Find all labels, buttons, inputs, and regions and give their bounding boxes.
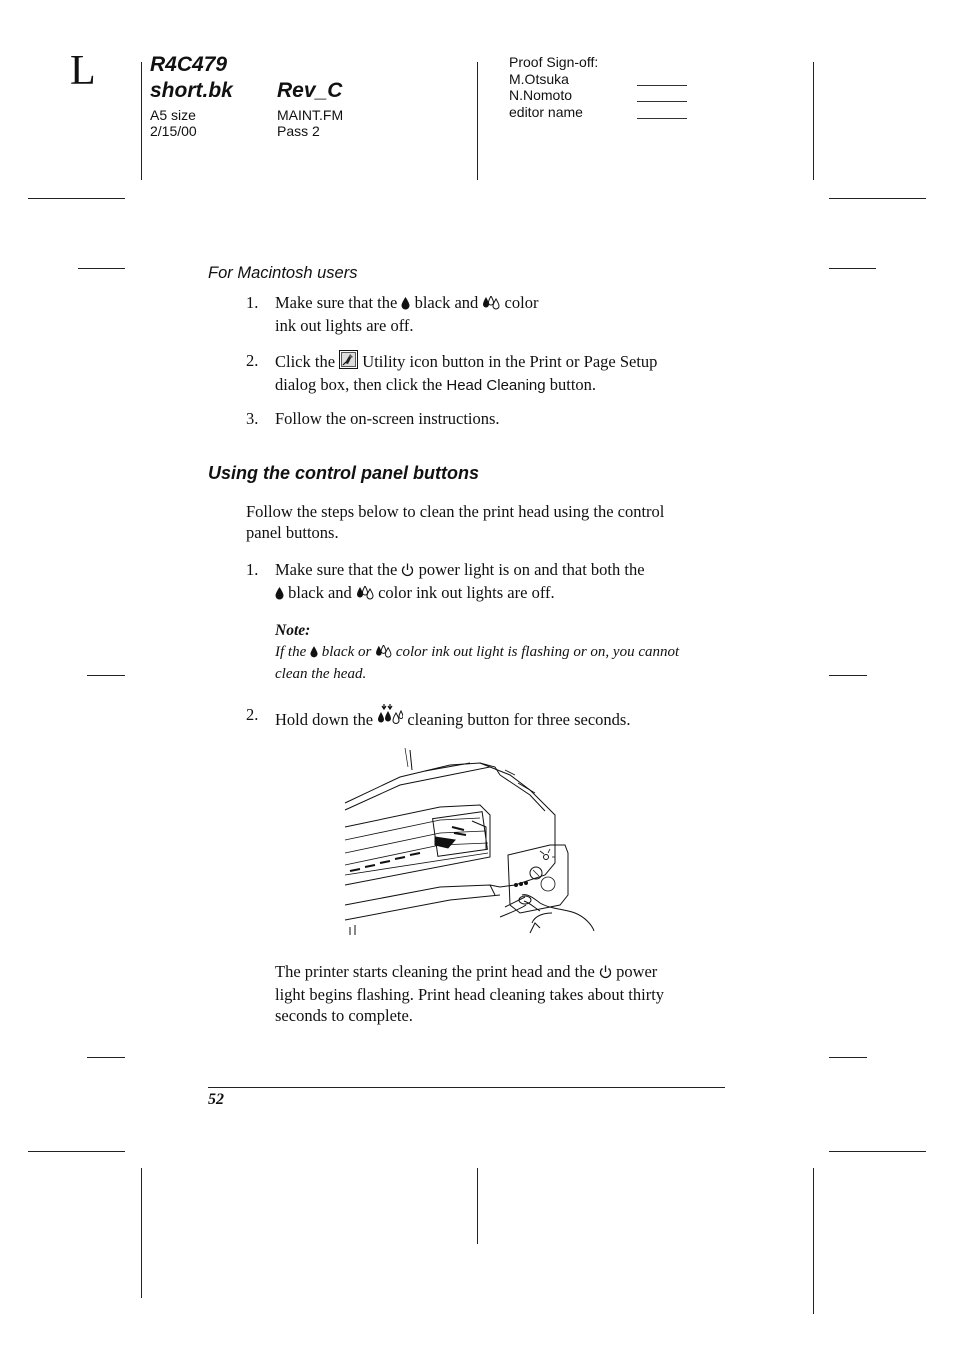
crop-mark [141, 1168, 142, 1298]
text: color ink out lights are off. [378, 583, 555, 602]
text: Utility icon button in the Print or Page Setup [362, 352, 658, 371]
crop-mark [829, 268, 876, 269]
crop-mark [829, 675, 867, 676]
text: light begins flashing. Print head cleaning takes about thirty [275, 985, 665, 1004]
note-heading: Note: [275, 622, 311, 639]
signature-line [637, 118, 687, 119]
crop-mark [829, 1151, 926, 1152]
doc-title-line1: R4C479 [150, 53, 228, 76]
black-ink-drop-icon [401, 294, 410, 315]
crop-mark [78, 268, 125, 269]
text: color [504, 293, 539, 312]
note-body [275, 642, 735, 684]
cleaning-icon [377, 704, 403, 731]
crop-mark [477, 1168, 478, 1244]
step-number: 2. [246, 351, 259, 370]
file-name-label: MAINT.FM [277, 107, 344, 123]
signature-line [637, 85, 687, 86]
crop-mark [87, 675, 125, 676]
text: Make sure that the [275, 560, 398, 579]
proof-name: editor name [509, 104, 583, 120]
panel-section-heading: Using the control panel buttons [208, 463, 479, 483]
step-number: 1. [246, 560, 259, 579]
black-ink-drop-icon [275, 584, 284, 605]
text: power [616, 962, 658, 981]
panel-intro [246, 501, 736, 543]
proof-signoff-title: Proof Sign-off: [509, 54, 599, 70]
text: clean the head. [275, 666, 367, 682]
crop-mark [813, 1168, 814, 1314]
crop-mark [477, 62, 478, 180]
proof-name: M.Otsuka [509, 71, 569, 87]
pass-label: Pass 2 [277, 123, 320, 139]
text: power light is on and that both the [418, 560, 645, 579]
panel-step-2-result [275, 961, 735, 1026]
text: Hold down the [275, 710, 374, 729]
crop-mark [829, 198, 926, 199]
text: cleaning button for three seconds. [407, 710, 631, 729]
signature-line [637, 101, 687, 102]
footer-rule [208, 1087, 725, 1088]
panel-step-2 [275, 704, 735, 731]
mac-step-2 [275, 350, 735, 396]
text: dialog box, then click the [275, 375, 443, 394]
printer-illustration [340, 745, 600, 937]
color-ink-drops-icon [356, 584, 374, 605]
black-ink-drop-icon [310, 644, 318, 664]
proof-name: N.Nomoto [509, 87, 573, 103]
text: If the [275, 644, 307, 660]
text: panel buttons. [246, 523, 339, 542]
mac-section-heading: For Macintosh users [208, 264, 358, 282]
crop-mark [829, 1057, 867, 1058]
page-size-label: A5 size [150, 107, 196, 123]
text: ink out lights are off. [275, 316, 414, 335]
text: black and [288, 583, 352, 602]
mac-step-1 [275, 292, 735, 336]
crop-mark [87, 1057, 125, 1058]
step-number: 2. [246, 705, 259, 724]
date-label: 2/15/00 [150, 123, 197, 139]
utility-icon [339, 350, 358, 374]
step-number: 3. [246, 409, 259, 428]
page-number: 52 [208, 1091, 224, 1108]
text: Make sure that the [275, 293, 398, 312]
crop-mark [813, 62, 814, 180]
power-icon [599, 963, 612, 984]
head-cleaning-button-label: Head Cleaning [446, 377, 546, 394]
crop-mark [141, 62, 142, 180]
step-number: 1. [246, 293, 259, 312]
mac-step-3: Follow the on-screen instructions. [275, 409, 500, 428]
panel-step-1 [275, 559, 735, 605]
text: black or [321, 644, 372, 660]
power-icon [401, 561, 414, 582]
doc-title-line2: short.bk [150, 79, 233, 102]
color-ink-drops-icon [482, 294, 500, 315]
text: The printer starts cleaning the print head and the [275, 962, 595, 981]
crop-mark [28, 1151, 125, 1152]
color-ink-drops-icon [375, 644, 392, 664]
text: seconds to complete. [275, 1006, 413, 1025]
text: Follow the steps below to clean the print head using the control [246, 502, 665, 521]
text: black and [414, 293, 479, 312]
text: Click the [275, 352, 336, 371]
crop-mark [28, 198, 125, 199]
revision-label: Rev_C [277, 79, 343, 102]
corner-mark: L [70, 48, 96, 94]
text: color ink out light is flashing or on, you cannot [395, 644, 680, 660]
text: button. [549, 375, 597, 394]
